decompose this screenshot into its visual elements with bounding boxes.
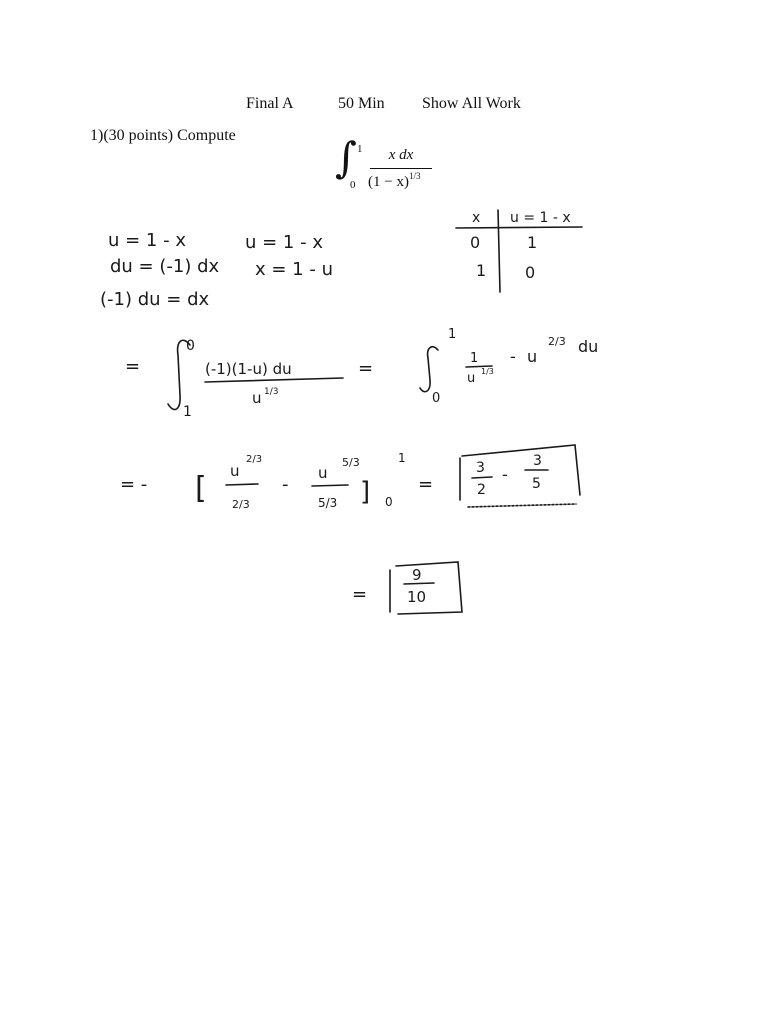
step2-eq: = -	[120, 474, 148, 495]
table-hline	[456, 227, 582, 228]
step2-t2-exp: 5/3	[342, 456, 360, 469]
step2-close-bracket: ]	[360, 477, 371, 507]
integral-numerator: x dx	[388, 147, 414, 163]
step1-den: u	[252, 389, 262, 407]
integral-lower-limit: 0	[350, 179, 356, 191]
problem-label: 1)(30 points) Compute	[90, 127, 236, 144]
step1-upper: 0	[186, 338, 195, 354]
step2-t1-base: u	[230, 462, 240, 480]
final-num: 9	[412, 566, 422, 584]
table-header-u: u = 1 - x	[510, 210, 571, 226]
step1-eq: =	[125, 356, 141, 377]
step2-res-num2: 3	[533, 453, 542, 469]
step2-t2-bar	[312, 485, 348, 486]
step2-res-num1: 3	[476, 460, 485, 476]
step1-term2: u	[527, 347, 538, 366]
step1-integral-sign-2	[420, 347, 438, 392]
exam-time: 50 Min	[338, 95, 385, 112]
step1-frac-bar	[205, 378, 343, 382]
step2-open-bracket: [	[195, 471, 207, 506]
final-eq: =	[352, 584, 368, 605]
inv-line-1: u = 1 - x	[245, 232, 323, 253]
final-box-rest	[396, 562, 462, 614]
step2-res-den1: 2	[477, 482, 486, 498]
step2-t2-base: u	[318, 464, 328, 482]
step2-eq2: =	[418, 474, 434, 495]
step1-upper2: 1	[448, 327, 457, 342]
inv-line-2: x = 1 - u	[255, 259, 333, 280]
step2-t1-bar	[226, 484, 258, 485]
final-den: 10	[407, 588, 427, 606]
step1-term1-exp: 1/3	[481, 367, 494, 376]
step1-numerator: (-1)(1-u) du	[205, 360, 292, 378]
denominator-exponent: 1/3	[408, 171, 421, 181]
table-r2-u: 0	[525, 263, 536, 282]
table-header-x: x	[472, 210, 481, 226]
table-r1-x: 0	[470, 233, 481, 252]
step1-lower2: 0	[432, 391, 441, 406]
step2-t1-den: 2/3	[232, 498, 250, 511]
integral-upper-limit: 1	[357, 143, 363, 155]
step1-den-exp: 1/3	[264, 387, 279, 397]
step1-du: du	[578, 337, 599, 356]
integral-denominator: $(1 - x)^{1/3}$	[368, 171, 421, 190]
step2-res-den2: 5	[532, 476, 541, 492]
step1-eq2: =	[358, 358, 374, 379]
sub-line-3: (-1) du = dx	[100, 289, 210, 310]
step1-term1-den: u	[467, 371, 476, 386]
step2-lower: 0	[385, 495, 393, 509]
sub-line-1: u = 1 - x	[108, 230, 186, 251]
exam-instruction: Show All Work	[422, 95, 521, 112]
step1-term1-num: 1	[470, 351, 479, 366]
step2-t1-exp: 2/3	[246, 454, 263, 465]
step2-t2-den: 5/3	[318, 496, 338, 510]
step2-res-minus: -	[502, 465, 508, 484]
step1-lower: 1	[183, 404, 192, 420]
exam-title: Final A	[246, 95, 294, 112]
final-bar	[404, 583, 434, 584]
step2-res-bar1	[472, 477, 492, 478]
integral-sign: ∫	[335, 133, 357, 182]
step2-box-bottom	[468, 504, 576, 507]
step1-minus: -	[510, 347, 516, 366]
step2-upper: 1	[398, 451, 406, 465]
table-r2-x: 1	[476, 261, 487, 280]
sub-line-2: du = (-1) dx	[110, 256, 220, 277]
table-r1-u: 1	[527, 233, 538, 252]
step2-minus: -	[282, 474, 289, 495]
step1-term2-exp: 2/3	[548, 335, 566, 348]
table-vline	[498, 210, 500, 292]
